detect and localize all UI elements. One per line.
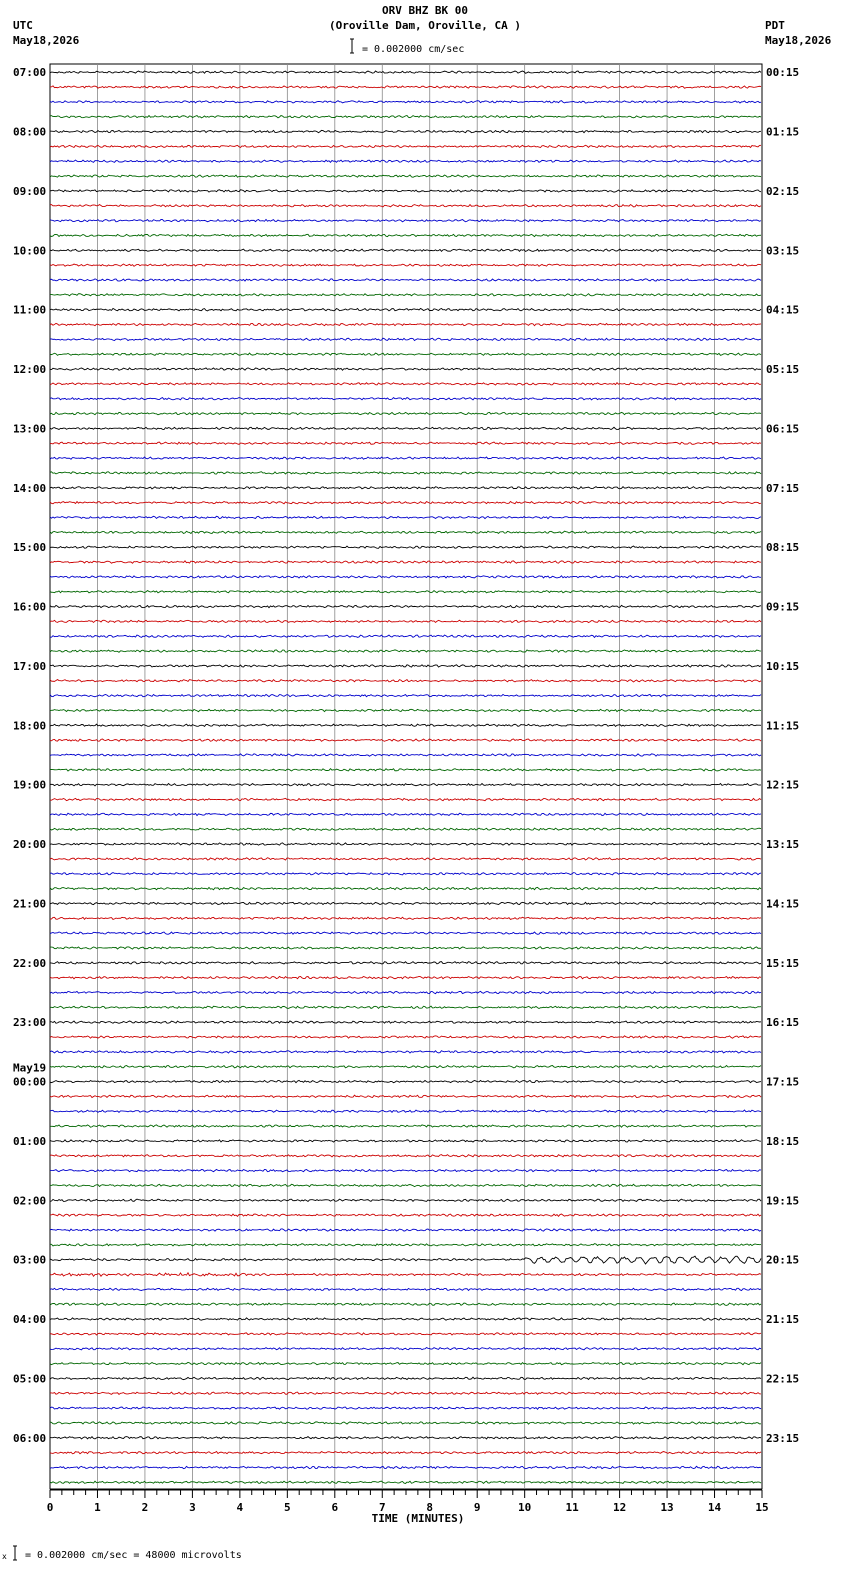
right-hour-label: 13:15	[766, 838, 800, 852]
seismic-trace-row	[50, 902, 761, 904]
x-tick-label: 6	[331, 1501, 339, 1514]
seismic-trace-row	[50, 1303, 761, 1305]
x-tick-label: 3	[189, 1501, 196, 1514]
right-hour-label: 04:15	[766, 303, 800, 317]
right-hour-label: 03:15	[766, 244, 800, 258]
seismic-trace-row	[50, 264, 761, 266]
right-hour-label: 21:15	[766, 1313, 800, 1327]
seismic-trace-row	[50, 576, 761, 578]
seismic-trace-row	[50, 1333, 761, 1335]
seismic-trace-row	[50, 828, 761, 830]
right-hour-label: 11:15	[766, 719, 800, 733]
x-tick-label: 14	[707, 1501, 722, 1514]
seismic-trace-row	[50, 145, 761, 147]
seismic-trace-row	[50, 665, 761, 667]
left-hour-label: 22:00	[13, 956, 47, 970]
seismic-trace-row	[50, 1080, 761, 1082]
right-hour-label: 01:15	[766, 125, 800, 139]
seismic-trace-row	[50, 1422, 761, 1424]
seismic-trace-row	[50, 561, 761, 563]
x-axis-label: TIME (MINUTES)	[371, 1512, 465, 1525]
seismic-trace-row	[50, 1377, 761, 1379]
seismic-trace-row	[50, 1036, 761, 1038]
seismic-trace-row	[50, 338, 761, 340]
right-hour-label: 09:15	[766, 600, 800, 614]
seismic-trace-row	[50, 1318, 761, 1320]
seismic-trace-row	[50, 739, 761, 741]
right-hour-label: 05:15	[766, 363, 800, 377]
seismic-trace-row	[50, 368, 761, 370]
seismic-trace-row	[50, 1169, 761, 1171]
right-hour-label: 10:15	[766, 659, 800, 673]
x-tick-label: 15	[755, 1501, 769, 1514]
right-hour-label: 17:15	[766, 1075, 800, 1089]
seismic-trace-row	[50, 1466, 761, 1468]
seismic-trace-row	[50, 1184, 761, 1186]
seismic-trace-row	[50, 308, 761, 310]
left-hour-label: 16:00	[13, 600, 47, 614]
left-hour-label: 18:00	[13, 719, 47, 733]
right-hour-label: 16:15	[766, 1016, 800, 1030]
seismic-trace-row	[50, 442, 761, 444]
seismic-trace-row	[50, 472, 761, 474]
seismic-trace-row	[50, 205, 761, 207]
seismic-trace-row	[50, 531, 761, 533]
station-location: (Oroville Dam, Oroville, CA )	[328, 19, 522, 32]
seismic-trace-row	[50, 1066, 761, 1068]
seismic-trace-row	[50, 694, 761, 696]
seismic-trace-row	[50, 591, 761, 593]
seismic-trace-row	[50, 991, 761, 993]
left-hour-label: 01:00	[13, 1134, 47, 1148]
seismic-trace-row	[50, 249, 761, 251]
seismic-trace-row	[50, 1348, 761, 1350]
seismic-trace-row	[50, 116, 761, 118]
seismic-trace-row	[50, 487, 761, 489]
seismic-trace-row	[50, 1481, 761, 1483]
seismic-trace-row	[50, 1125, 761, 1127]
left-hour-label: 05:00	[13, 1372, 47, 1386]
x-tick-label: 2	[141, 1501, 149, 1514]
left-hour-label: 10:00	[13, 244, 47, 258]
seismic-trace-row	[50, 1051, 761, 1053]
left-hour-label: 19:00	[13, 778, 47, 792]
seismic-trace-row	[50, 219, 761, 221]
seismic-trace-row	[50, 709, 761, 711]
right-hour-label: 00:15	[766, 66, 800, 80]
seismic-trace-row	[50, 501, 761, 503]
left-hour-label: 06:00	[13, 1431, 47, 1445]
seismic-trace-row	[50, 843, 761, 845]
left-hour-label: 03:00	[13, 1253, 47, 1267]
seismic-trace-row	[50, 1229, 761, 1231]
seismic-trace-row	[50, 1199, 761, 1201]
seismic-trace-row	[50, 635, 761, 637]
seismic-trace-row	[50, 1244, 761, 1246]
seismic-trace-row	[50, 160, 761, 162]
seismic-trace-row	[50, 130, 761, 132]
seismic-trace-row	[50, 1273, 761, 1276]
seismic-trace-row	[50, 190, 761, 192]
left-hour-label: 15:00	[13, 541, 47, 555]
seismic-trace-row	[50, 724, 761, 726]
station-title: ORV BHZ BK 00	[381, 4, 469, 17]
seismic-trace-row	[50, 1451, 761, 1453]
right-hour-label: 15:15	[766, 956, 800, 970]
right-hour-label: 07:15	[766, 481, 800, 495]
right-hour-label: 20:15	[766, 1253, 800, 1267]
seismic-trace-row	[50, 279, 761, 281]
x-tick-label: 4	[236, 1501, 244, 1514]
left-hour-label: 09:00	[13, 184, 47, 198]
seismic-trace-row	[50, 976, 761, 978]
left-hour-label: 21:00	[13, 897, 47, 911]
seismic-trace-row	[50, 858, 761, 860]
left-hour-label: 07:00	[13, 66, 47, 80]
right-hour-label: 22:15	[766, 1372, 800, 1386]
left-hour-label: 11:00	[13, 303, 47, 317]
seismic-trace-row	[50, 71, 761, 73]
seismic-trace-row	[50, 1437, 761, 1439]
seismic-trace-row	[50, 784, 761, 786]
left-hour-label: 13:00	[13, 422, 47, 436]
left-hour-label: 20:00	[13, 838, 47, 852]
right-hour-label: 14:15	[766, 897, 800, 911]
seismic-trace-row	[50, 605, 761, 607]
left-hour-label: 23:00	[13, 1016, 47, 1030]
seismic-trace-row	[50, 294, 761, 296]
seismic-trace-row	[50, 1407, 761, 1409]
seismic-trace-row	[50, 680, 761, 682]
left-hour-label: 14:00	[13, 481, 47, 495]
seismic-trace-row	[50, 1392, 761, 1394]
seismic-trace-row	[50, 1140, 761, 1142]
seismic-trace-row	[50, 650, 761, 652]
seismic-trace-row	[50, 1021, 761, 1023]
seismic-trace-row	[50, 353, 761, 355]
x-tick-label: 7	[378, 1501, 386, 1514]
scale-label: = 0.002000 cm/sec	[362, 44, 465, 55]
right-date: May18,2026	[765, 34, 832, 47]
seismic-trace-row	[50, 620, 761, 622]
left-hour-label: 08:00	[13, 125, 47, 139]
right-timezone: PDT	[765, 19, 785, 32]
seismic-trace-row	[50, 323, 761, 325]
seismic-trace-row	[50, 383, 761, 385]
seismic-trace-row	[50, 798, 761, 800]
seismic-trace-row	[50, 917, 761, 919]
x-tick-label: 12	[612, 1501, 627, 1514]
seismic-trace-row	[50, 1155, 761, 1157]
footer-scale-text: = 0.002000 cm/sec = 48000 microvolts	[25, 1550, 242, 1561]
left-timezone: UTC	[13, 19, 33, 32]
seismic-trace-row	[50, 398, 761, 400]
seismic-trace-row	[50, 1110, 761, 1112]
x-tick-label: 5	[284, 1501, 291, 1514]
right-hour-label: 19:15	[766, 1194, 800, 1208]
seismic-trace-row	[50, 932, 761, 934]
seismic-trace-row	[50, 1214, 761, 1216]
seismic-trace-row	[50, 101, 761, 103]
footer-prefix: x	[2, 1552, 7, 1561]
left-hour-label: 17:00	[13, 659, 47, 673]
seismic-trace-row	[50, 412, 761, 414]
seismic-trace-row	[50, 873, 761, 875]
seismic-trace-row	[50, 962, 761, 964]
x-tick-label: 13	[660, 1501, 674, 1514]
seismic-trace-row	[50, 947, 761, 949]
x-tick-label: 9	[473, 1501, 481, 1514]
seismic-trace-row	[50, 887, 761, 889]
seismic-trace-row	[50, 1362, 761, 1364]
x-tick-label: 11	[565, 1501, 579, 1514]
x-tick-label: 10	[518, 1501, 532, 1514]
right-hour-label: 08:15	[766, 541, 800, 555]
seismic-trace-row	[50, 516, 761, 518]
seismic-trace-row	[50, 234, 761, 236]
right-hour-label: 18:15	[766, 1134, 800, 1148]
seismic-trace-row	[50, 86, 761, 88]
seismic-trace-row	[50, 1256, 761, 1264]
seismic-trace-row	[50, 175, 761, 177]
x-tick-label: 1	[94, 1501, 101, 1514]
seismic-trace-row	[50, 769, 761, 771]
seismic-trace-row	[50, 1095, 761, 1097]
seismic-trace-row	[50, 754, 761, 756]
seismic-trace-row	[50, 813, 761, 815]
seismic-trace-row	[50, 1288, 761, 1290]
left-date: May18,2026	[13, 34, 80, 47]
x-tick-label: 8	[426, 1501, 434, 1514]
right-hour-label: 23:15	[766, 1431, 800, 1445]
seismic-trace-row	[50, 457, 761, 459]
right-hour-label: 06:15	[766, 422, 800, 436]
seismic-trace-row	[50, 1006, 761, 1008]
seismic-trace-row	[50, 546, 761, 548]
left-hour-label: 00:00	[13, 1075, 47, 1089]
x-tick-label: 0	[46, 1501, 54, 1514]
date-change-label: May19	[13, 1061, 47, 1075]
right-hour-label: 02:15	[766, 184, 800, 198]
left-hour-label: 12:00	[13, 363, 47, 377]
left-hour-label: 04:00	[13, 1313, 47, 1327]
seismic-trace-row	[50, 427, 761, 429]
right-hour-label: 12:15	[766, 778, 800, 792]
left-hour-label: 02:00	[13, 1194, 47, 1208]
